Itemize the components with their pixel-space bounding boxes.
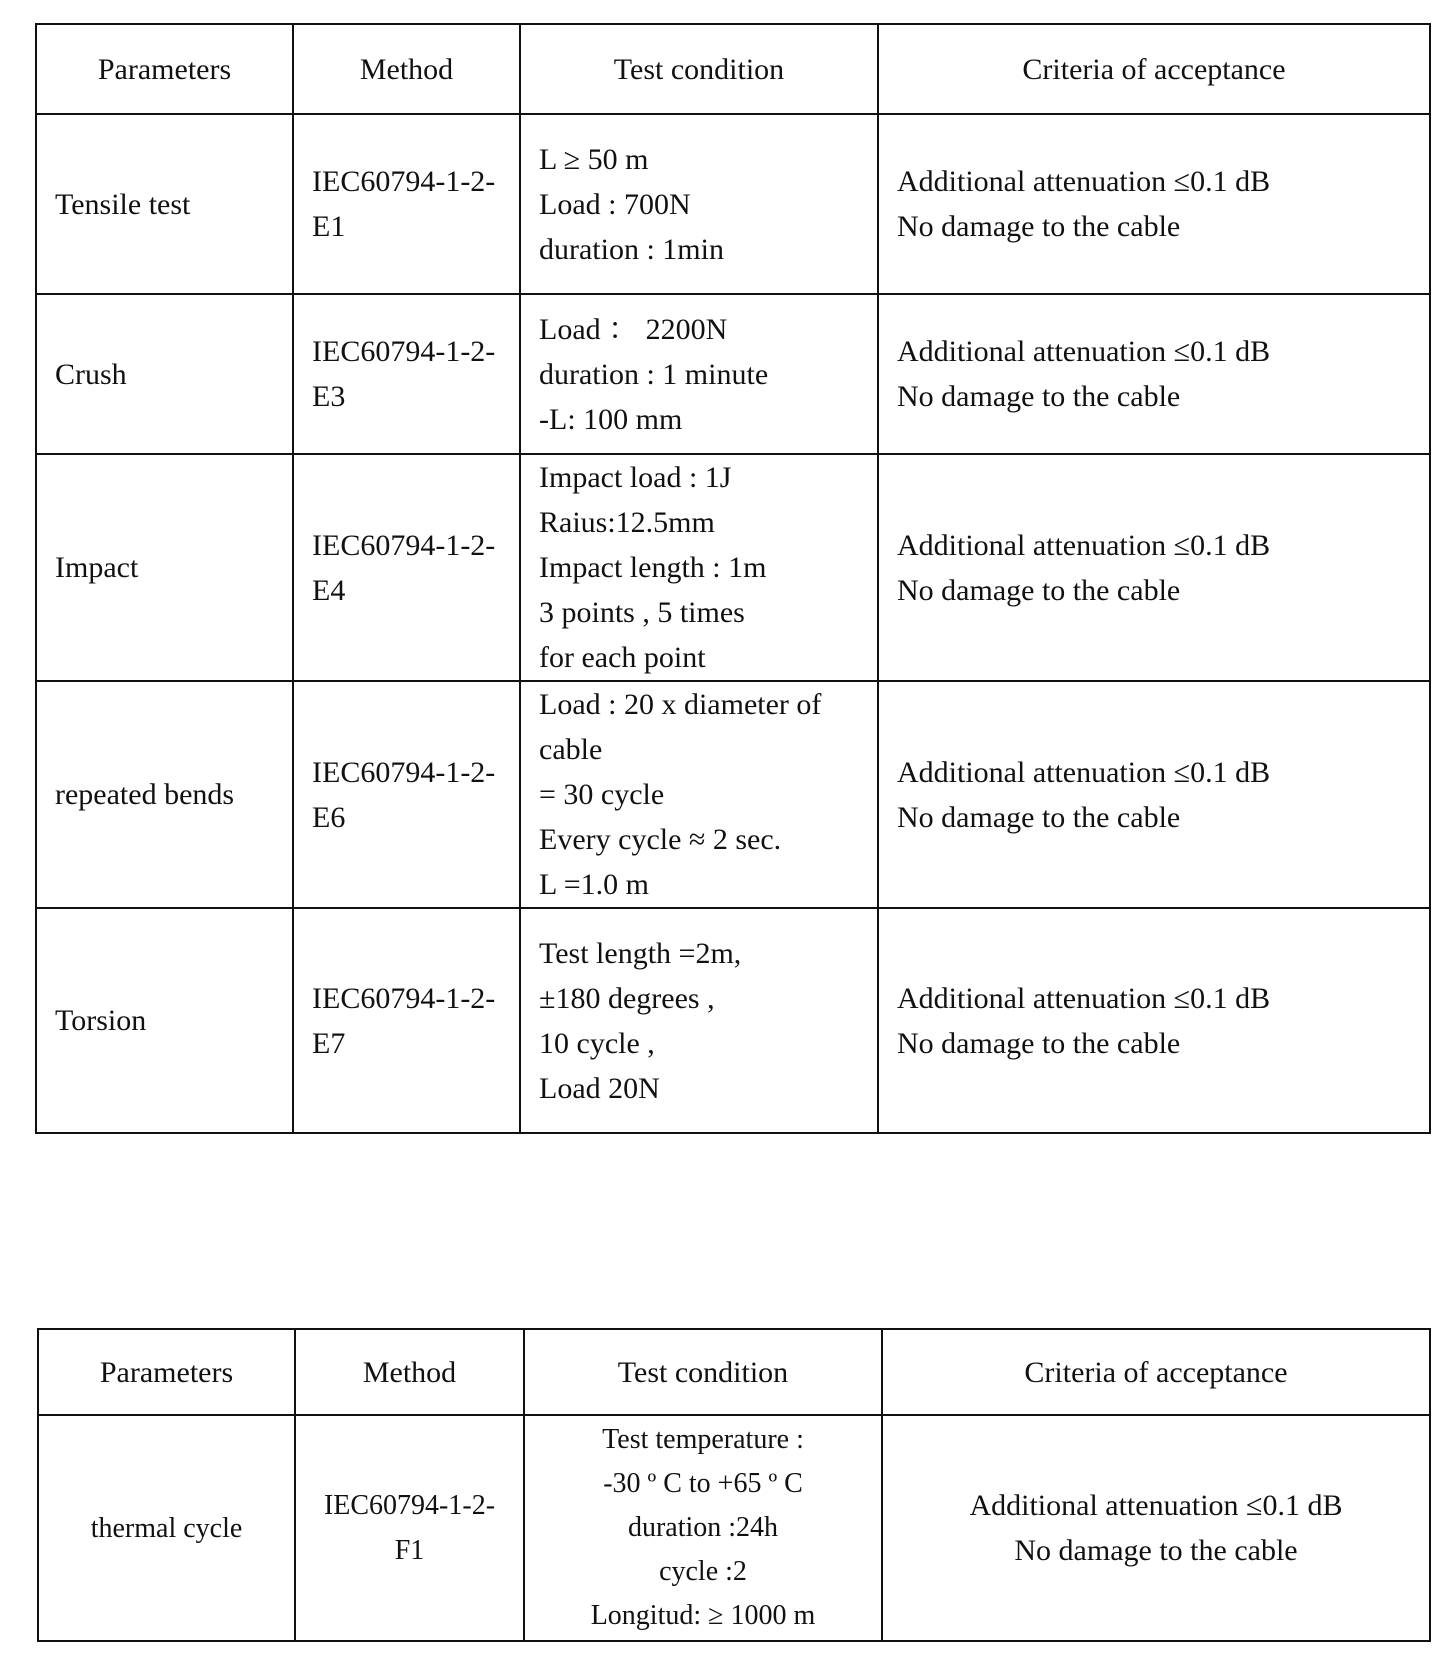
condition-cell: Load ： 2200N duration : 1 minute -L: 100 mm bbox=[520, 294, 878, 454]
condition-cell: Test temperature : -30 º C to +65 º C duration :24h cycle :2 Longitud: ≥ 1000 m bbox=[524, 1415, 882, 1641]
parameter-cell: Impact bbox=[36, 454, 293, 681]
environmental-tests-table bbox=[37, 1328, 1431, 1642]
condition-cell: Load : 20 x diameter of cable = 30 cycle Every cycle ≈ 2 sec. L =1.0 m bbox=[520, 681, 878, 908]
table-row bbox=[36, 114, 1430, 294]
method-cell: IEC60794-1-2- E3 bbox=[293, 294, 520, 454]
table-row bbox=[38, 1415, 1430, 1641]
parameter-cell: Tensile test bbox=[36, 114, 293, 294]
method-cell: IEC60794-1-2- E6 bbox=[293, 681, 520, 908]
criteria-cell: Additional attenuation ≤0.1 dB No damage to the cable bbox=[882, 1415, 1430, 1641]
table-row bbox=[36, 294, 1430, 454]
condition-cell: Test length =2m, ±180 degrees , 10 cycle , Load 20N bbox=[520, 908, 878, 1133]
method-cell: IEC60794-1-2- E4 bbox=[293, 454, 520, 681]
table-row bbox=[36, 681, 1430, 908]
parameter-cell: Torsion bbox=[36, 908, 293, 1133]
header-test-condition: Test condition bbox=[520, 24, 878, 114]
header-method: Method bbox=[293, 24, 520, 114]
criteria-cell: Additional attenuation ≤0.1 dB No damage to the cable bbox=[878, 294, 1430, 454]
condition-cell: Impact load : 1J Raius:12.5mm Impact length : 1m 3 points , 5 times for each point bbox=[520, 454, 878, 681]
parameter-cell: thermal cycle bbox=[38, 1415, 295, 1641]
criteria-cell: Additional attenuation ≤0.1 dB No damage to the cable bbox=[878, 681, 1430, 908]
header-parameters: Parameters bbox=[38, 1329, 295, 1415]
condition-cell: L ≥ 50 m Load : 700N duration : 1min bbox=[520, 114, 878, 294]
header-test-condition: Test condition bbox=[524, 1329, 882, 1415]
parameter-cell: Crush bbox=[36, 294, 293, 454]
method-cell: IEC60794-1-2- E7 bbox=[293, 908, 520, 1133]
method-cell: IEC60794-1-2- F1 bbox=[295, 1415, 524, 1641]
table-row bbox=[36, 454, 1430, 681]
header-criteria: Criteria of acceptance bbox=[878, 24, 1430, 114]
table-row bbox=[36, 908, 1430, 1133]
header-criteria: Criteria of acceptance bbox=[882, 1329, 1430, 1415]
table-header-row bbox=[36, 24, 1430, 114]
header-method: Method bbox=[295, 1329, 524, 1415]
criteria-cell: Additional attenuation ≤0.1 dB No damage to the cable bbox=[878, 454, 1430, 681]
table-header-row bbox=[38, 1329, 1430, 1415]
header-parameters: Parameters bbox=[36, 24, 293, 114]
criteria-cell: Additional attenuation ≤0.1 dB No damage to the cable bbox=[878, 114, 1430, 294]
criteria-cell: Additional attenuation ≤0.1 dB No damage to the cable bbox=[878, 908, 1430, 1133]
method-cell: IEC60794-1-2- E1 bbox=[293, 114, 520, 294]
parameter-cell: repeated bends bbox=[36, 681, 293, 908]
mechanical-tests-table bbox=[35, 23, 1431, 1134]
